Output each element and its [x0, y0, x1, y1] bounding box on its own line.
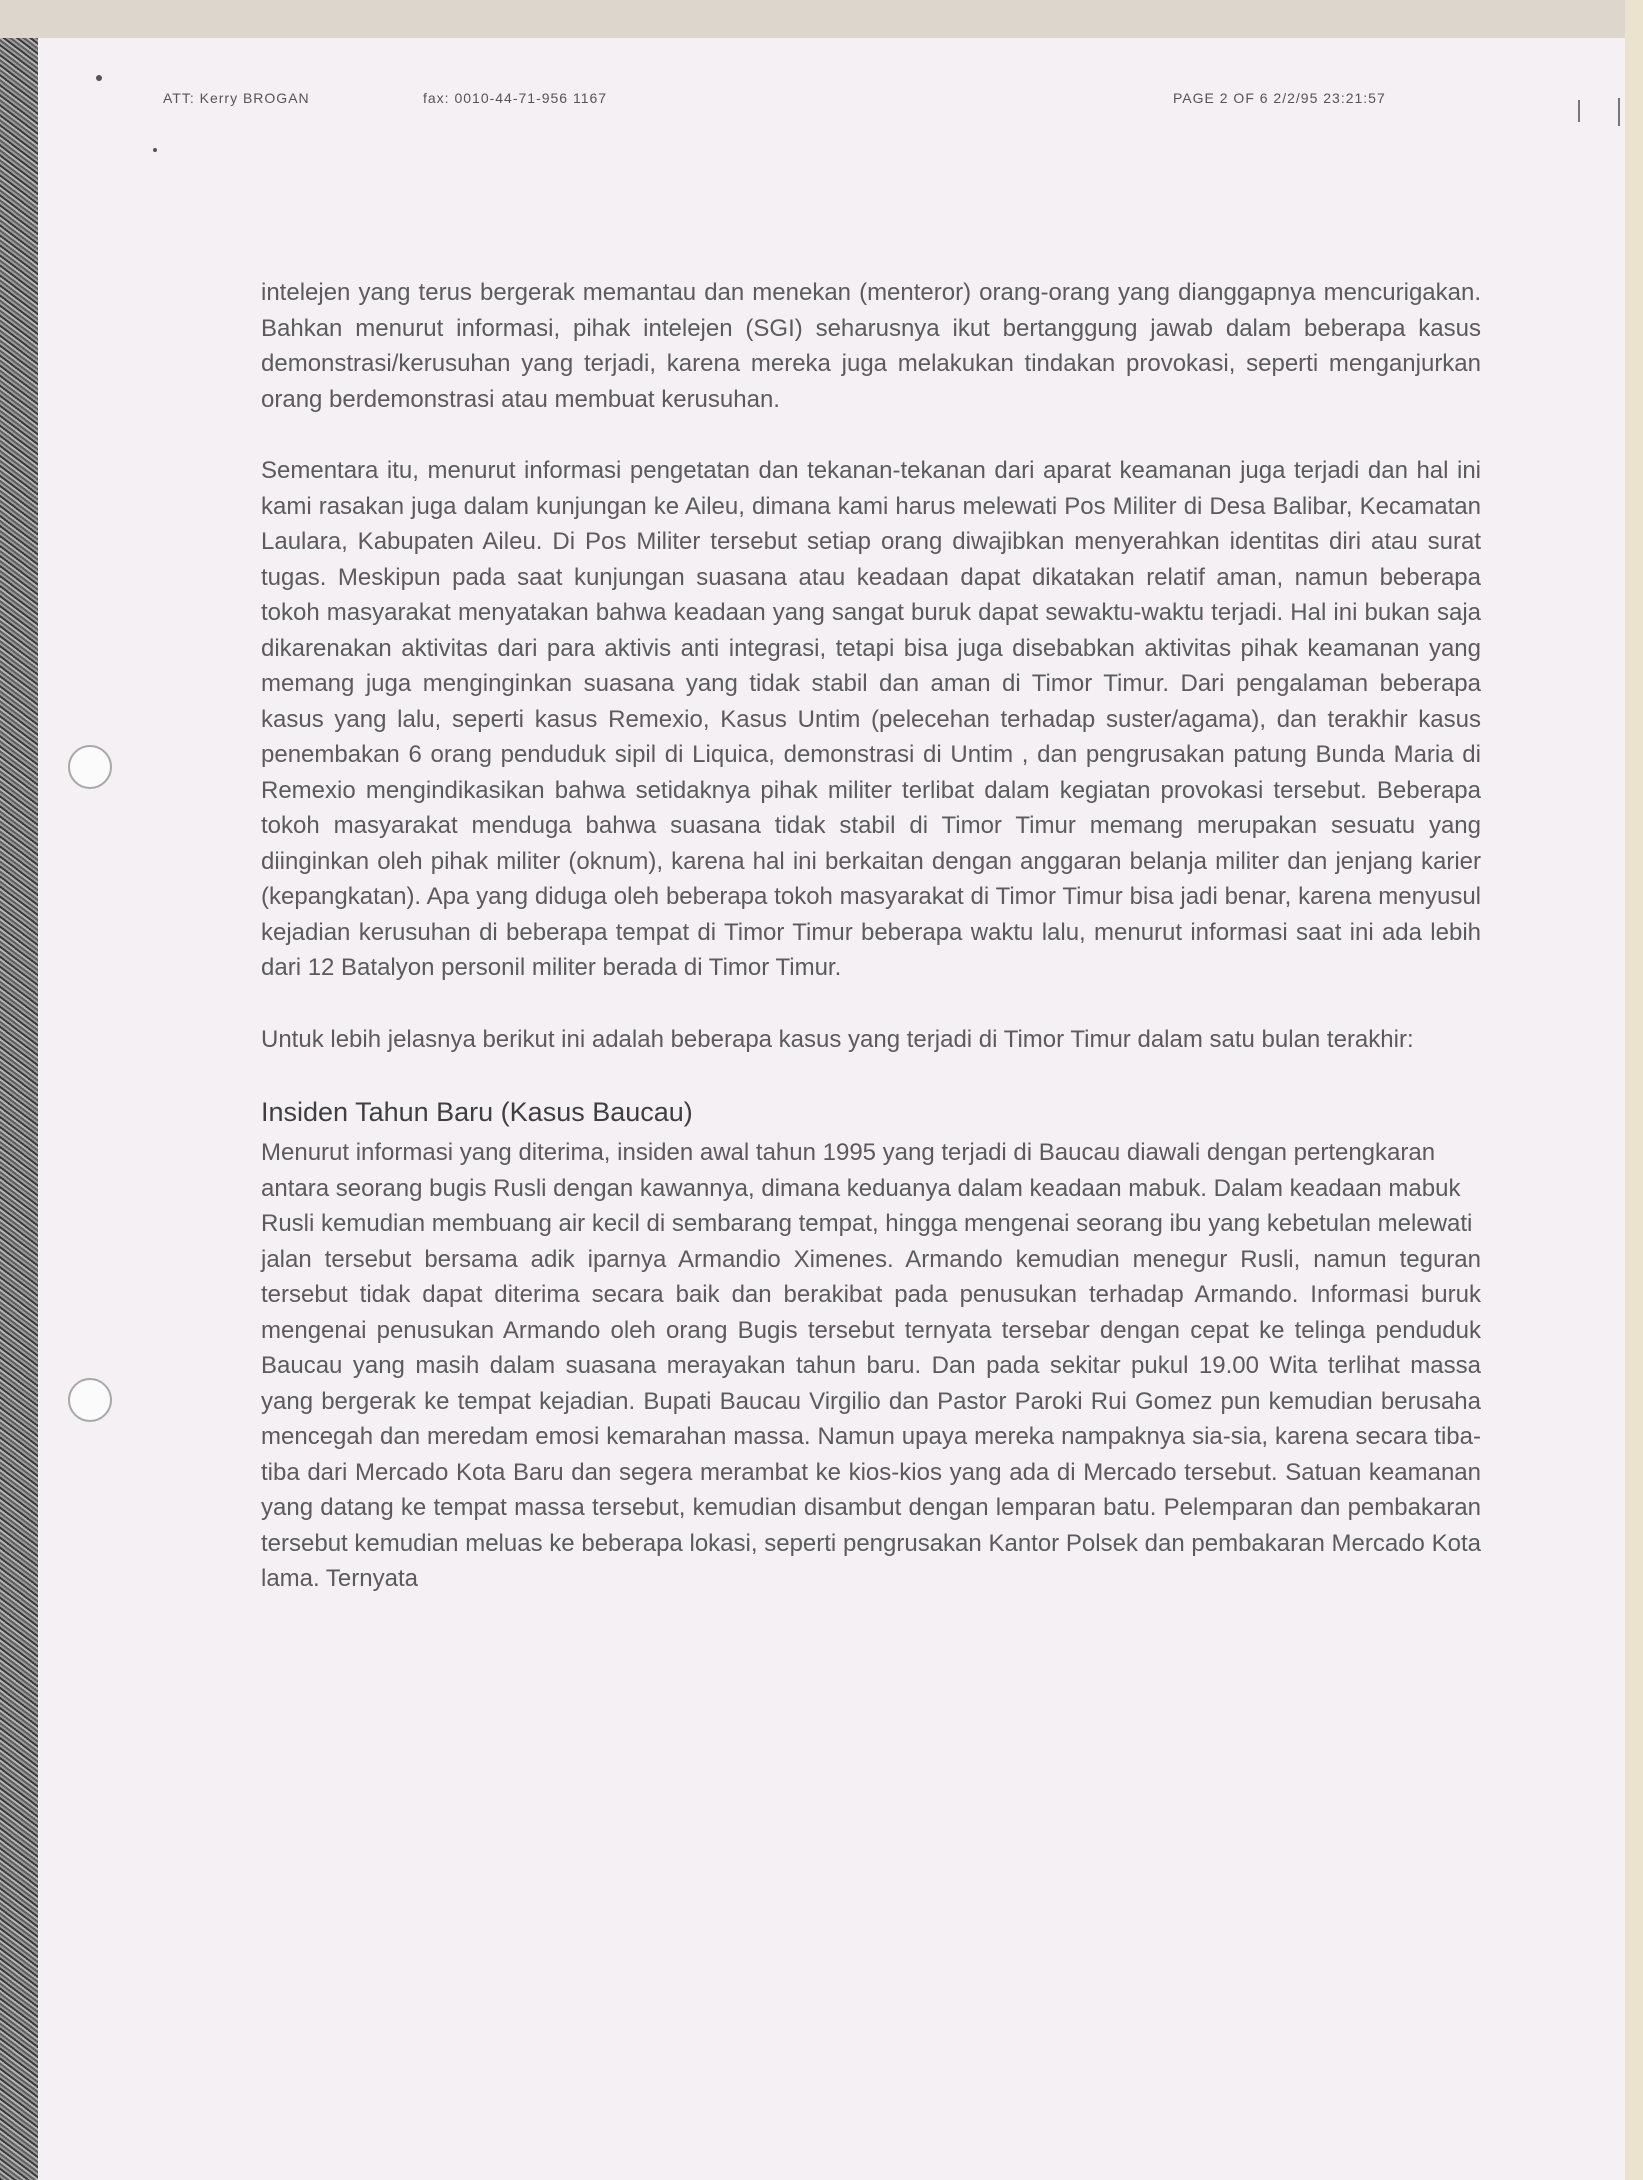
document-body — [261, 275, 1481, 1597]
punch-hole — [68, 1378, 112, 1422]
fax-number: fax: 0010-44-71-956 1167 — [423, 90, 608, 106]
scan-top-edge — [0, 0, 1643, 38]
punch-hole — [68, 745, 112, 789]
paragraph: Sementara itu, menurut informasi pengetatan dan tekanan-tekanan dari aparat keamanan juga terjadi dan hal ini kami rasakan juga dalam kunjungan ke Aileu, dimana kami harus melewati Pos Militer di Desa Balibar, Kecamatan Laulara, Kabupaten Aileu. Di Pos Militer tersebut setiap orang diwajibkan menyerahkan identitas diri atau surat tugas. Meskipun pada saat kunjungan suasana atau keadaan dapat dikatakan relatif aman, namun beberapa tokoh masyarakat menyatakan bahwa keadaan yang sangat buruk dapat sewaktu-waktu terjadi. Hal ini bukan saja dikarenakan aktivitas dari para aktivis anti integrasi, tetapi bisa juga disebabkan aktivitas pihak keamanan yang memang juga menginginkan suasana yang tidak stabil dan aman di Timor Timur. Dari pengalaman beberapa kasus yang lalu, seperti kasus Remexio, Kasus Untim (pelecehan terhadap suster/agama), dan terakhir kasus penembakan 6 orang penduduk sipil di Liquica, demonstrasi di Untim , dan pengrusakan patung Bunda Maria di Remexio mengindikasikan bahwa setidaknya pihak militer terlibat dalam kegiatan provokasi tersebut. Beberapa tokoh masyarakat menduga bahwa suasana tidak stabil di Timor Timur memang merupakan sesuatu yang diinginkan oleh pihak militer (oknum), karena hal ini berkaitan dengan anggaran belanja militer dan jenjang karier (kepangkatan). Apa yang diduga oleh beberapa tokoh masyarakat di Timor Timur bisa jadi benar, karena menyusul kejadian kerusuhan di beberapa tempat di Timor Timur beberapa waktu lalu, menurut informasi saat ini ada lebih dari 12 Batalyon personil militer berada di Timor Timur. — [261, 457, 1481, 981]
scan-mark — [1578, 100, 1580, 122]
paragraph: jalan tersebut bersama adik iparnya Armandio Ximenes. Armando kemudian menegur Rusli, namun teguran tersebut tidak dapat diterima secara baik dan berakibat pada penusukan terhadap Armando. Informasi buruk mengenai penusukan Armando oleh orang Bugis tersebut ternyata tersebar dengan cepat ke telinga penduduk Baucau yang masih dalam suasana merayakan tahun baru. Dan pada sekitar pukul 19.00 Wita terlihat massa yang bergerak ke tempat kejadian. Bupati Baucau Virgilio dan Pastor Paroki Rui Gomez pun kemudian berusaha mencegah dan meredam emosi kemarahan massa. Namun upaya mereka nampaknya sia-sia, karena secara tiba-tiba dari Mercado Kota Baru dan segera merambat ke kios-kios yang ada di Mercado tersebut. Satuan keamanan yang datang ke tempat massa tersebut, kemudian disambut dengan lemparan batu. Pelemparan dan pembakaran tersebut kemudian meluas ke beberapa lokasi, seperti pengrusakan Kantor Polsek dan pembakaran Mercado Kota lama. Ternyata — [261, 1245, 1481, 1592]
fax-page-info: PAGE 2 OF 6 2/2/95 23:21:57 — [1173, 90, 1386, 106]
paragraph: Untuk lebih jelasnya berikut ini adalah beberapa kasus yang terjadi di Timor Timur dalam satu bulan terakhir: — [261, 1025, 1414, 1053]
section-heading: Insiden Tahun Baru (Kasus Baucau) — [261, 1097, 693, 1127]
scan-speck — [153, 148, 157, 152]
paragraph: Menurut informasi yang diterima, insiden awal tahun 1995 yang terjadi di Baucau diawali dengan pertengkaran antara seorang bugis Rusli dengan kawannya, dimana keduanya dalam keadaan mabuk. Dalam keadaan mabuk Rusli kemudian membuang air kecil di sembarang tempat, hingga mengenai seorang ibu yang kebetulan melewati — [261, 1139, 1473, 1237]
paragraph: intelejen yang terus bergerak memantau dan menekan (menteror) orang-orang yang dianggapnya mencurigakan. Bahkan menurut informasi, pihak intelejen (SGI) seharusnya ikut bertanggung jawab dalam beberapa kasus demonstrasi/kerusuhan yang terjadi, karena mereka juga melakukan tindakan provokasi, seperti menganjurkan orang berdemonstrasi atau membuat kerusuhan. — [261, 279, 1481, 413]
fax-page — [38, 0, 1643, 2180]
fax-attention: ATT: Kerry BROGAN — [163, 90, 310, 106]
scan-binding-edge — [0, 38, 38, 2180]
fax-header — [163, 90, 1483, 118]
scan-mark — [1618, 98, 1620, 126]
scan-right-edge — [1625, 0, 1643, 2180]
scan-speck — [96, 75, 102, 81]
